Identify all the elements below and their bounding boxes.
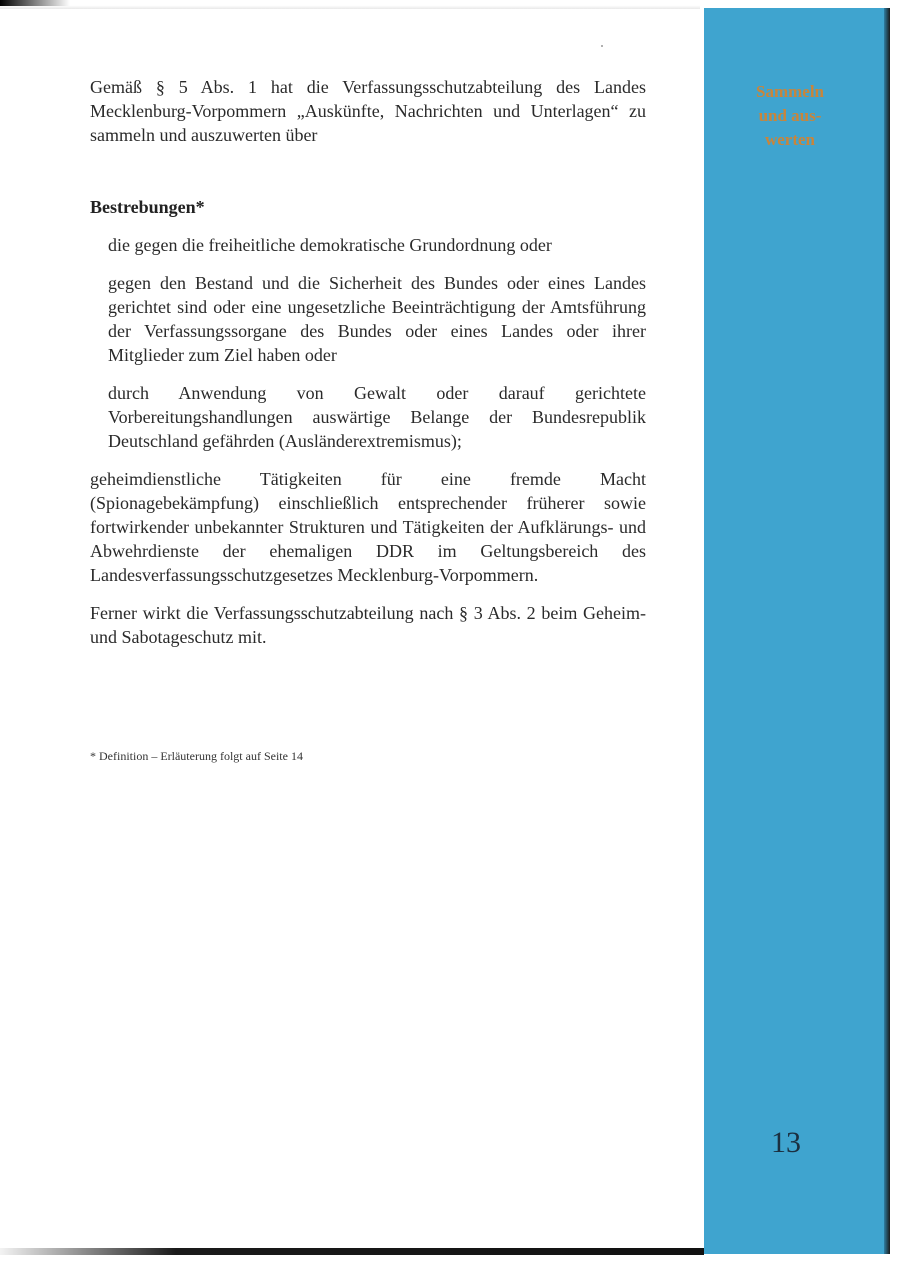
ferner-paragraph: Ferner wirkt die Verfassungsschutzabteilung nach § 3 Abs. 2 beim Geheim- und Sabotageschutz mit.: [90, 603, 646, 647]
list-item: gegen den Bestand und die Sicherheit des Bundes oder eines Landes gerichtet sind oder eine ungesetzliche Beeinträchtigung der Amtsführung der Verfassungssorgane des Bundes oder eines Landes oder ihrer Mitglieder zum Ziel haben oder: [108, 273, 646, 365]
sidebar-heading-line: werten: [764, 130, 816, 149]
section-title: Bestrebungen*: [90, 197, 205, 217]
sidebar-heading-line: und aus-: [758, 106, 822, 125]
intro-paragraph: Gemäß § 5 Abs. 1 hat die Verfassungsschutzabteilung des Landes Mecklenburg-Vorpommern „Auskünfte, Nachrichten und Unterlagen“ zu sammeln und auszuwerten über: [90, 77, 646, 145]
main-content: [90, 75, 646, 649]
list-item: durch Anwendung von Gewalt oder darauf gerichtete Vorbereitungshandlungen auswärtige Belange der Bundesrepublik Deutschland gefährden (Ausländerextremismus);: [108, 383, 646, 451]
sidebar-edge: [884, 8, 890, 1254]
bottom-rule: [0, 1248, 704, 1255]
footnote: * Definition – Erläuterung folgt auf Seite 14: [90, 749, 303, 763]
sidebar-heading-line: Sammeln: [756, 82, 824, 101]
top-rule: [0, 0, 700, 9]
sidebar: [704, 8, 890, 1254]
sidebar-heading: [704, 80, 876, 152]
top-edge-shadow: [0, 0, 70, 6]
scan-speck: [601, 45, 603, 47]
list-item: die gegen die freiheitliche demokratische Grundordnung oder: [108, 235, 552, 255]
page-number: 13: [771, 1126, 801, 1159]
spionage-paragraph: geheimdienstliche Tätigkeiten für eine fremde Macht (Spionagebekämpfung) einschließlich entsprechender früherer sowie fortwirkender unbekannter Strukturen und Tätigkeiten der Aufklärungs- und Abwehrdienste der ehemaligen DDR im Geltungsbereich des Landesverfassungsschutzgesetzes Mecklenburg-Vorpommern.: [90, 469, 646, 585]
